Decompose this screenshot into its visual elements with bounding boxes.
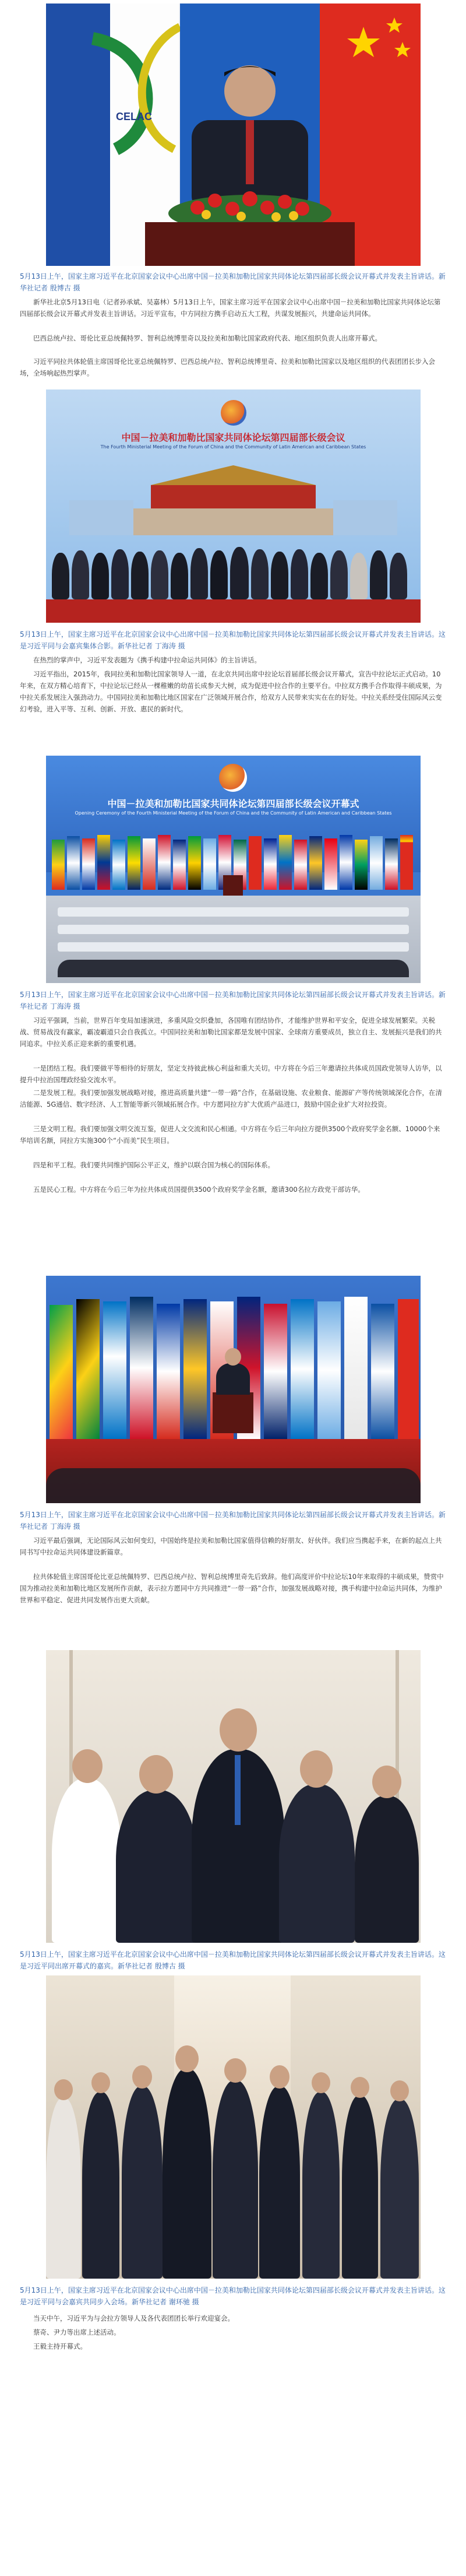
paragraph-3: 习近平同拉共体轮值主席国哥伦比亚总统佩特罗、巴西总统卢拉、智利总统博里奇、拉美和加勒比国家以及地区组织的代表团团长步入会场，全场响起热烈掌声。 <box>20 357 435 377</box>
celac-logo: CELAC <box>116 111 152 122</box>
photo-leaders <box>46 1650 421 1943</box>
paragraph-4: 在热烈的掌声中，习近平发表题为《携手构建中拉命运共同体》的主旨讲话。 <box>33 656 261 664</box>
entering-group <box>46 2045 421 2279</box>
stage-banner-subtitle: Opening Ceremony of the Fourth Ministerial Meeting of the Forum of China and the Community of Latin American and Caribbean States <box>75 810 392 816</box>
photo-ceremony <box>46 756 421 983</box>
paragraph-2: 巴西总统卢拉、哥伦比亚总统佩特罗、智利总统博里奇以及拉美和加勒比国家政府代表、地区组织负责人出席开幕式。 <box>33 334 382 342</box>
photo-caption-2: 5月13日上午，国家主席习近平在北京国家会议中心出席中国－拉美和加勒比国家共同体论坛第四届部长级会议开幕式并发表主旨讲话。这是习近平同与会嘉宾集体合影。新华社记者 丁海涛 摄 <box>20 630 446 650</box>
photo-group <box>46 389 421 623</box>
photo-flags-stage <box>46 1276 421 1503</box>
paragraph-11: 五是民心工程。中方将在今后三年为拉共体成员国提供3500个政府奖学金名额，邀请300名拉方政党干部访华。 <box>33 1185 365 1194</box>
paragraph-7: 一是团结工程。我们要做平等相待的好朋友，坚定支持彼此核心利益和重大关切。中方将在今后三年邀请拉共体成员国政党领导人访华，以提升中拉治国理政经验交流水平。 <box>20 1064 442 1084</box>
audience-area <box>46 896 421 983</box>
flags-podium <box>213 1392 253 1433</box>
paragraph-6: 习近平强调，当前，世界百年变局加速演进，多重风险交织叠加，各国唯有团结协作，才能维护世界和平安全，促进全球发展繁荣。关税战、贸易战没有赢家，霸凌霸道只会自我孤立。中国同拉美和加勒比国家都是发展中国家、全球南方重要成员，独立自主、发展振兴是我们的共同追求。中拉关系正迎来新的重要机遇。 <box>20 1016 442 1048</box>
hall-banner-title: 中国－拉美和加勒比国家共同体论坛第四届部长级会议 <box>121 432 345 443</box>
paragraph-1: 新华社北京5月13日电（记者孙承斌、吴嘉林）5月13日上午，国家主席习近平在国家会议中心出席中国－拉美和加勒比国家共同体论坛第四届部长级会议开幕式并发表主旨讲话。习近平宣布，中方同拉方携手启动五大工程，共谋发展振兴，共建命运共同体。 <box>20 298 441 318</box>
paragraph-9: 三是文明工程。我们要加强文明交流互鉴，促进人文交流和民心相通。中方将在今后三年向拉方提供3500个政府奖学金名额、10000个来华培训名额，同拉方实施300个“小而美”民生项目。 <box>20 1125 440 1145</box>
paragraph-13: 拉共体轮值主席国哥伦比亚总统佩特罗、巴西总统卢拉、智利总统博里奇先后致辞。他们高度评价中拉论坛10年来取得的丰硕成果，赞赏中国为推动拉美和加勒比地区发展所作贡献，表示拉方愿同中方共同推进“一带一路”合作，加强发展战略对接，携手构建中拉命运共同体，为维护世界和平稳定、促进共同发展作出更大贡献。 <box>20 1573 444 1604</box>
ceremony-podium <box>223 875 243 899</box>
paragraph-5: 习近平指出，2015年，我同拉美和加勒比国家领导人一道，在北京共同出席中拉论坛首届部长级会议开幕式，宣告中拉论坛正式启动。10年来，在双方精心培育下，中拉论坛已经从一棵稚嫩的幼苗长成参天大树，成为促进中拉合作的主要平台。中拉双方携手合作取得丰硕成果，为中拉关系发展注入强劲动力。中国同拉美和加勒比地区国家在广泛领域开展合作，给双方人民带来实实在在的好处。中拉关系经受住国际风云变幻考验，进入平等、互利、创新、开放、惠民的新时代。 <box>20 670 442 713</box>
stage-banner-title: 中国－拉美和加勒比国家共同体论坛第四届部长级会议开幕式 <box>107 798 359 809</box>
paragraph-14: 当天中午，习近平为与会拉方领导人及各代表团团长举行欢迎宴会。 <box>33 2314 234 2322</box>
photo-caption-4: 5月13日上午，国家主席习近平在北京国家会议中心出席中国－拉美和加勒比国家共同体论坛第四届部长级会议开幕式并发表主旨讲话。新华社记者 丁海涛 摄 <box>20 1511 446 1531</box>
paragraph-8: 二是发展工程。我们要加强发展战略对接，推进高质量共建“一带一路”合作，在基础设施、农业粮食、能源矿产等传统领域深化合作，在清洁能源、5G通信、数字经济、人工智能等新兴领域拓展合作。中方愿同拉方扩大优质产品进口，鼓励中国企业扩大对拉投资。 <box>20 1089 442 1108</box>
group-people-row <box>46 535 421 599</box>
photo-speech <box>46 3 421 266</box>
paragraph-12: 习近平最后强调，无论国际风云如何变幻，中国始终是拉美和加勒比国家值得信赖的好朋友、好伙伴。我们应当携起手来，在新的起点上共同书写中拉命运共同体建设新篇章。 <box>20 1536 442 1556</box>
paragraph-16: 王毅主持开幕式。 <box>33 2342 87 2350</box>
photo-entering <box>46 1975 421 2279</box>
photo-caption-1: 5月13日上午，国家主席习近平在北京国家会议中心出席中国－拉美和加勒比国家共同体论坛第四届部长级会议开幕式并发表主旨讲话。新华社记者 殷博古 摄 <box>20 272 446 292</box>
palace-backdrop <box>69 465 397 535</box>
paragraph-10: 四是和平工程。我们要共同维护国际公平正义，维护以联合国为核心的国际体系。 <box>33 1161 274 1169</box>
hall-banner-subtitle: The Fourth Ministerial Meeting of the Forum of China and the Community of Latin American and Caribbean States <box>100 444 366 450</box>
paragraph-15: 蔡奇、尹力等出席上述活动。 <box>33 2328 121 2336</box>
speech-scene <box>46 3 421 266</box>
photo-caption-3: 5月13日上午，国家主席习近平在北京国家会议中心出席中国－拉美和加勒比国家共同体论坛第四届部长级会议开幕式并发表主旨讲话。新华社记者 丁海涛 摄 <box>20 991 446 1010</box>
stage-logo <box>219 764 247 792</box>
meeting-logo <box>221 400 246 426</box>
photo-caption-6: 5月13日上午，国家主席习近平在北京国家会议中心出席中国－拉美和加勒比国家共同体论坛第四届部长级会议开幕式并发表主旨讲话。这是习近平同与会嘉宾共同步入会场。新华社记者 谢环驰 摄 <box>20 2286 446 2306</box>
photo-caption-5: 5月13日上午，国家主席习近平在北京国家会议中心出席中国－拉美和加勒比国家共同体论坛第四届部长级会议开幕式并发表主旨讲话。这是习近平同出席开幕式的嘉宾。新华社记者 殷博古 摄 <box>20 1950 446 1970</box>
